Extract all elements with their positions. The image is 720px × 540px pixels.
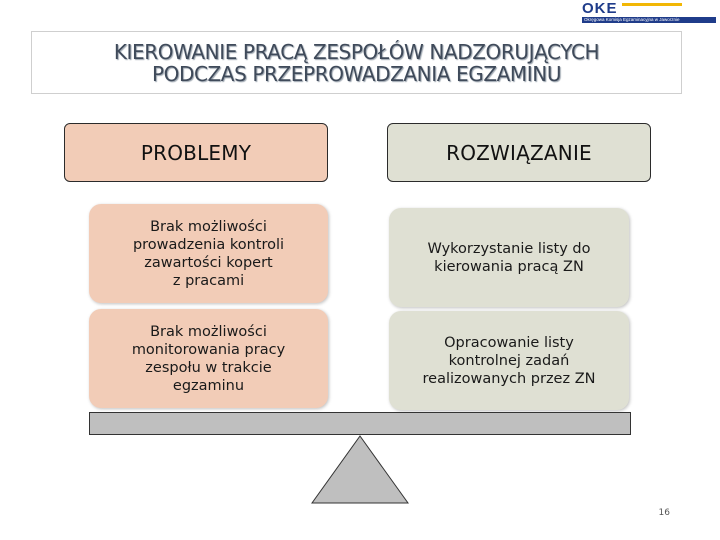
problem-card-2 bbox=[89, 309, 328, 408]
balance-beam bbox=[89, 412, 631, 435]
problem-card-1-text: Brak możliwości prowadzenia kontroli zawartości kopert z pracami bbox=[132, 218, 285, 289]
solution-card-1 bbox=[389, 208, 629, 307]
solution-card-1-text: Wykorzystanie listy do kierowania pracą ZN bbox=[427, 240, 591, 275]
title-line-2: PODCZAS PRZEPROWADZANIA EGZAMINU bbox=[151, 61, 562, 86]
solution-header: ROZWIĄZANIE bbox=[387, 123, 651, 182]
fulcrum-triangle-icon bbox=[311, 435, 409, 504]
problem-card-2-text: Brak możliwości monitorowania pracy zespołu w trakcie egzaminu bbox=[131, 323, 286, 394]
solution-card-2 bbox=[389, 311, 629, 410]
slide-title bbox=[31, 31, 682, 94]
problem-card-1 bbox=[89, 204, 328, 303]
title-line-1: KIEROWANIE PRACĄ ZESPOŁÓW NADZORUJĄCYCH bbox=[113, 39, 600, 64]
solution-card-2-text: Opracowanie listy kontrolnej zadań realizowanych przez ZN bbox=[422, 334, 596, 387]
problems-header: PROBLEMY bbox=[64, 123, 328, 182]
logo-subtitle: Okręgowa Komisja Egzaminacyjna w Jaworznie bbox=[584, 17, 680, 22]
oke-logo bbox=[582, 2, 716, 22]
logo-accent bbox=[622, 3, 682, 6]
page-number: 16 bbox=[658, 508, 670, 518]
logo-letters: OKE bbox=[582, 0, 618, 17]
